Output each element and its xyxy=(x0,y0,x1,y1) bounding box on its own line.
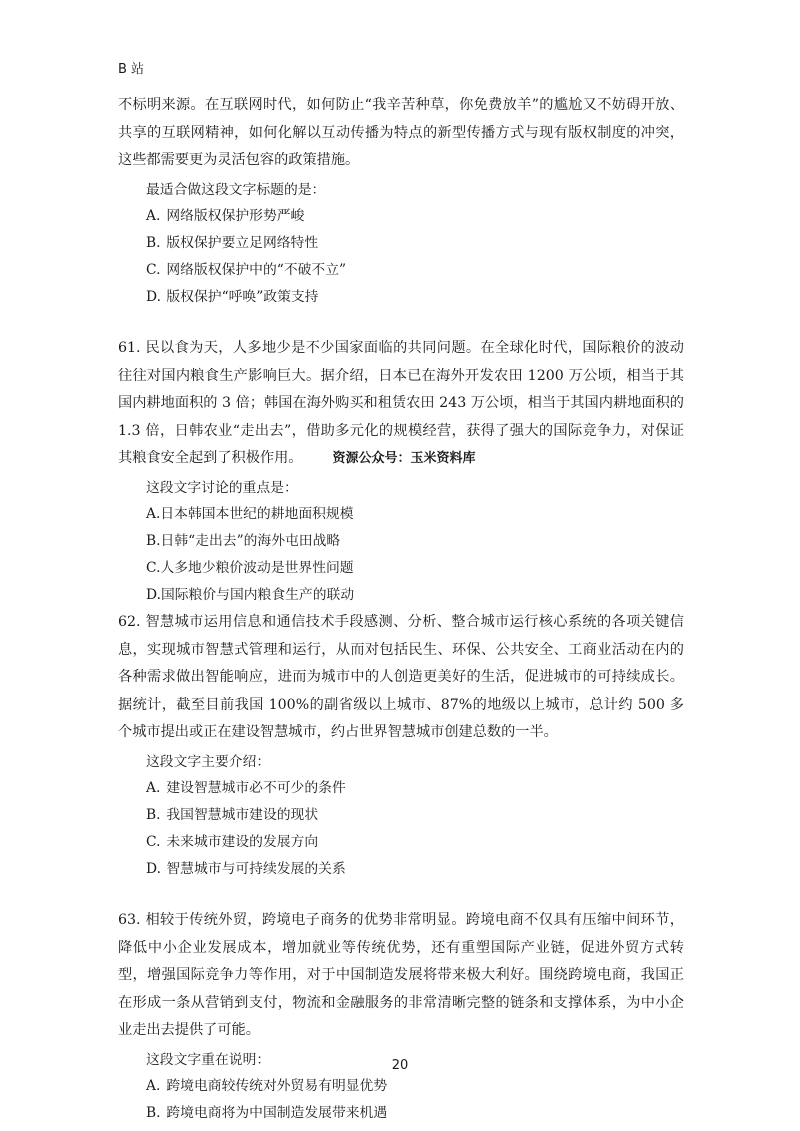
option-text: 跨境电商将为中国制造发展带来机遇 xyxy=(166,1105,388,1121)
passage-61-text: 61. 民以食为天，人多地少是不少国家面临的共同问题。在全球化时代，国际粮价的波动往往对国内粮食生产影响巨大。据介绍，日本已在海外开发农田 1200 万公顷，相当于其国内耕地面积的 3 倍；韩国在海外购买和租赁农田 243 万公顷，相当于其国内耕地面积的 1.3 倍，日韩农业“走出去”，借助多元化的规模经营，获得了强大的国际竞争力，对保证其粮食安全起到了积极作用。 xyxy=(118,340,684,466)
option-a xyxy=(146,1073,684,1100)
option-text: 跨境电商较传统对外贸易有明显优势 xyxy=(166,1078,388,1094)
option-a xyxy=(146,203,684,230)
option-text: 人多地少粮价波动是世界性问题 xyxy=(160,560,354,576)
option-a xyxy=(146,775,684,802)
option-label: B. xyxy=(146,807,161,823)
option-text: 我国智慧城市建设的现状 xyxy=(166,807,319,823)
option-label: B. xyxy=(146,1105,161,1121)
option-label: C. xyxy=(146,834,161,850)
passage-62: 62. 智慧城市运用信息和通信技术手段感测、分析、整合城市运行核心系统的各项关键信息，实现城市智慧式管理和运行，从而对包括民生、环保、公共安全、工商业活动在内的各种需求做出智能响应，进而为城市中的人创造更美好的生活，促进城市的可持续成长。据统计，截至目前我国 100%的副省级以上城市、87%的地级以上城市，总计约 500 多个城市提出或正在建设智慧城市，约占世界智慧城市创建总数的一半。 xyxy=(118,614,684,740)
option-d xyxy=(146,284,684,311)
option-label: A. xyxy=(146,506,161,522)
passage-61 xyxy=(118,335,684,473)
option-label: D. xyxy=(146,289,161,305)
option-a xyxy=(146,501,684,528)
passage-63: 63. 相较于传统外贸，跨境电子商务的优势非常明显。跨境电商不仅具有压缩中间环节，降低中小企业发展成本，增加就业等传统优势，还有重塑国际产业链，促进外贸方式转型，增强国际竞争力等作用，对于中国制造发展将带来极大利好。围绕跨境电商，我国正在形成一条从营销到支付，物流和金融服务的非常清晰完整的链条和支撑体系，为中小企业走出去提供了可能。 xyxy=(118,912,684,1038)
option-c xyxy=(146,257,684,284)
option-text: 版权保护要立足网络特性 xyxy=(166,235,319,251)
option-c xyxy=(146,555,684,582)
option-b xyxy=(146,230,684,257)
option-b xyxy=(146,528,684,555)
option-text: 网络版权保护中的“不破不立” xyxy=(166,262,347,278)
option-label: C. xyxy=(146,262,161,278)
option-text: 未来城市建设的发展方向 xyxy=(166,834,319,850)
option-label: B. xyxy=(146,235,161,251)
option-label: D. xyxy=(146,587,161,603)
option-label: D. xyxy=(146,861,161,877)
page-content xyxy=(118,92,684,1127)
option-d xyxy=(146,582,684,609)
passage-continued: 不标明来源。在互联网时代，如何防止“我辛苦种草，你免费放羊”的尴尬又不妨碍开放、共享的互联网精神，如何化解以互动传播为特点的新型传播方式与现有版权制度的冲突，这些都需要更为灵活包容的政策措施。 xyxy=(118,97,684,168)
question-prompt: 这段文字讨论的重点是： xyxy=(146,479,298,496)
option-b xyxy=(146,1100,684,1127)
option-c xyxy=(146,829,684,856)
option-text: 日本韩国本世纪的耕地面积规模 xyxy=(160,506,354,522)
question-prompt: 这段文字重在说明： xyxy=(146,1051,271,1068)
option-label: A. xyxy=(146,208,161,224)
option-text: 国际粮价与国内粮食生产的联动 xyxy=(160,587,355,603)
page-header: B 站 xyxy=(118,62,145,77)
option-label: C. xyxy=(146,560,161,576)
option-d xyxy=(146,856,684,883)
option-text: 版权保护“呼唤”政策支持 xyxy=(166,289,319,305)
question-prompt: 最适合做这段文字标题的是： xyxy=(146,181,326,198)
option-label: A. xyxy=(146,1078,161,1094)
option-text: 日韩“走出去”的海外屯田战略 xyxy=(160,533,341,549)
option-label: A. xyxy=(146,780,161,796)
watermark-text: 资源公众号：玉米资料库 xyxy=(332,451,476,466)
option-text: 建设智慧城市必不可少的条件 xyxy=(166,780,346,796)
question-prompt: 这段文字主要介绍： xyxy=(146,753,271,770)
option-text: 智慧城市与可持续发展的关系 xyxy=(166,861,346,877)
option-label: B. xyxy=(146,533,161,549)
option-text: 网络版权保护形势严峻 xyxy=(166,208,305,224)
option-b xyxy=(146,802,684,829)
page-number: 20 xyxy=(391,1058,409,1073)
